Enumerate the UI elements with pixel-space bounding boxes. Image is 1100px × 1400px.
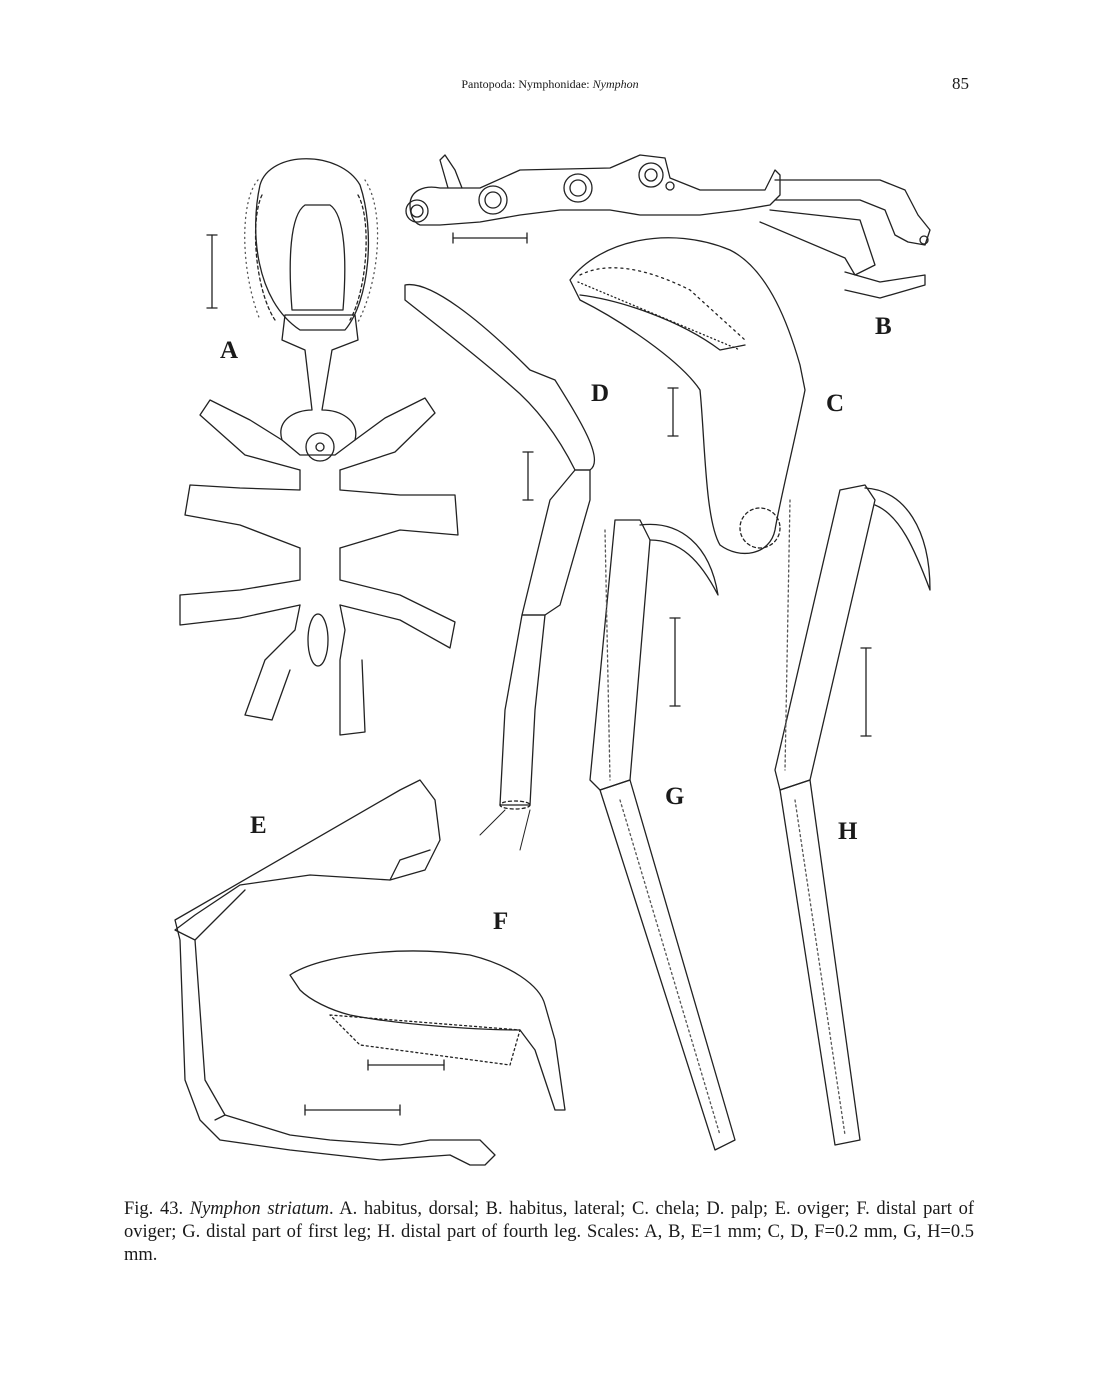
panel-label-b: B	[875, 313, 892, 340]
panel-b-drawing	[406, 155, 930, 298]
panel-label-h: H	[838, 818, 858, 845]
caption-species: Nymphon striatum	[189, 1199, 329, 1219]
caption-text: . A. habitus, dorsal; B. habitus, lateral; C. chela; D. palp; E. oviger; F. distal part of oviger; G. distal part of first leg; H. distal part of fourth leg. Scales: A, B, E=1 mm; C, D, F=0.2 mm, G, H=0.5 mm.	[124, 1199, 974, 1265]
figure-caption	[124, 1198, 974, 1267]
panel-g-drawing	[590, 520, 735, 1150]
panel-label-c: C	[826, 390, 845, 417]
panel-label-f: F	[493, 908, 509, 935]
panel-label-a: A	[220, 337, 239, 364]
panel-h-drawing	[775, 485, 930, 1145]
running-head-genus: Nymphon	[592, 77, 639, 91]
running-head-prefix: Pantopoda: Nymphonidae:	[461, 77, 593, 91]
figure-drawing	[150, 125, 950, 1175]
page-number: 85	[952, 74, 969, 93]
panel-f-drawing	[290, 951, 565, 1110]
figure-plate	[150, 125, 950, 1175]
panel-label-e: E	[250, 812, 267, 839]
caption-fig-label: Fig. 43.	[124, 1199, 184, 1219]
panel-a-drawing	[180, 159, 458, 735]
panel-e-drawing	[175, 780, 495, 1165]
panel-label-d: D	[591, 380, 610, 407]
panel-label-g: G	[665, 783, 685, 810]
panel-d-drawing	[405, 285, 595, 850]
running-head	[0, 77, 1100, 92]
